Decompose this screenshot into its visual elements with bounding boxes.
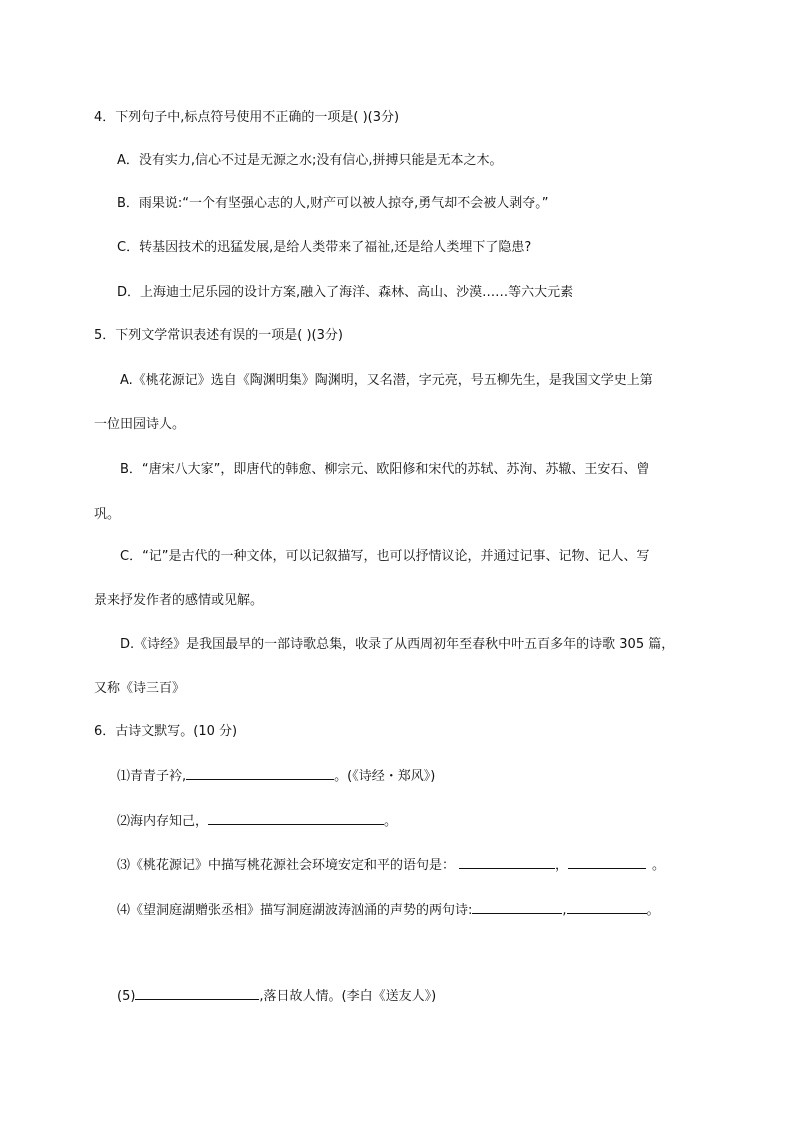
q6-item-4-prefix: ⑷《望洞庭湖赠张丞相》描写洞庭湖波涛汹涌的声势的两句诗:: [117, 903, 473, 918]
q6-item-2: [117, 811, 397, 831]
q5-option-c-line2: 景来抒发作者的感情或见解。: [94, 593, 264, 608]
q6-item-3-prefix: ⑶《桃花源记》中描写桃花源社会环境安定和平的语句是：: [117, 858, 456, 873]
q6-item-1: [117, 766, 435, 786]
q6-item-4-blank-2[interactable]: [567, 900, 647, 914]
q5-option-d-line1: D.《诗经》是我国最早的一部诗歌总集，收录了从西周初年至春秋中叶五百多年的诗歌 305 篇，: [120, 637, 675, 652]
q6-item-5-suffix: ,落日故人情。(李白《送友人》): [259, 989, 437, 1004]
q6-item-3: [117, 855, 665, 875]
q5-option-a-line2: 一位田园诗人。: [94, 417, 186, 432]
q6-item-5-blank[interactable]: [135, 986, 259, 1000]
q6-item-4: [117, 900, 660, 920]
q6-item-1-blank[interactable]: [186, 766, 334, 780]
q5-option-a-line1: A.《桃花源记》选自《陶渊明集》陶渊明，又名潜，字元亮，号五柳先生，是我国文学史上第: [120, 373, 653, 388]
q6-item-3-suffix: 。: [652, 858, 666, 873]
q5-stem: 5．下列文学常识表述有误的一项是( )(3分): [94, 328, 343, 343]
q6-item-5: [117, 986, 436, 1006]
q6-item-3-separator: ，: [555, 858, 569, 873]
q6-item-1-prefix: ⑴青青子衿,: [117, 769, 187, 784]
q5-option-c-line1: C．“记”是古代的一种文体，可以记叙描写，也可以抒情议论，并通过记事、记物、记人、写: [120, 549, 650, 564]
q5-option-b-line1: B．“唐宋八大家”，即唐代的韩愈、柳宗元、欧阳修和宋代的苏轼、苏洵、苏辙、王安石、曾: [120, 462, 650, 477]
q4-option-c: C．转基因技术的迅猛发展,是给人类带来了福祉,还是给人类埋下了隐患?: [117, 240, 532, 255]
q4-option-a: A．没有实力,信心不过是无源之水;没有信心,拼搏只能是无本之木。: [117, 153, 503, 168]
q6-item-3-blank-2[interactable]: [568, 855, 646, 869]
q6-item-1-suffix: 。(《诗经・郑风》): [334, 769, 436, 784]
q6-stem: 6．古诗文默写。(10 分): [94, 724, 238, 739]
q4-option-d: D．上海迪士尼乐园的设计方案,融入了海洋、森林、高山、沙漠……等六大元素: [117, 285, 574, 300]
q6-item-4-suffix: 。: [646, 903, 660, 918]
q6-item-2-prefix: ⑵海内存知己，: [117, 814, 209, 829]
q6-item-4-blank-1[interactable]: [472, 900, 562, 914]
q6-item-2-suffix: 。: [384, 814, 398, 829]
q6-item-3-blank-1[interactable]: [459, 855, 555, 869]
q5-option-b-line2: 巩。: [94, 507, 121, 522]
q6-item-5-prefix: (5): [117, 989, 136, 1004]
q4-option-b: B．雨果说:“一个有坚强心志的人,财产可以被人掠夺,勇气却不会被人剥夺。”: [117, 196, 549, 211]
q6-item-2-blank[interactable]: [208, 811, 384, 825]
q5-option-d-line2: 又称《诗三百》: [94, 681, 186, 696]
q4-stem: 4．下列句子中,标点符号使用不正确的一项是( )(3分): [94, 110, 400, 125]
q6-item-4-separator: ,: [562, 903, 567, 918]
